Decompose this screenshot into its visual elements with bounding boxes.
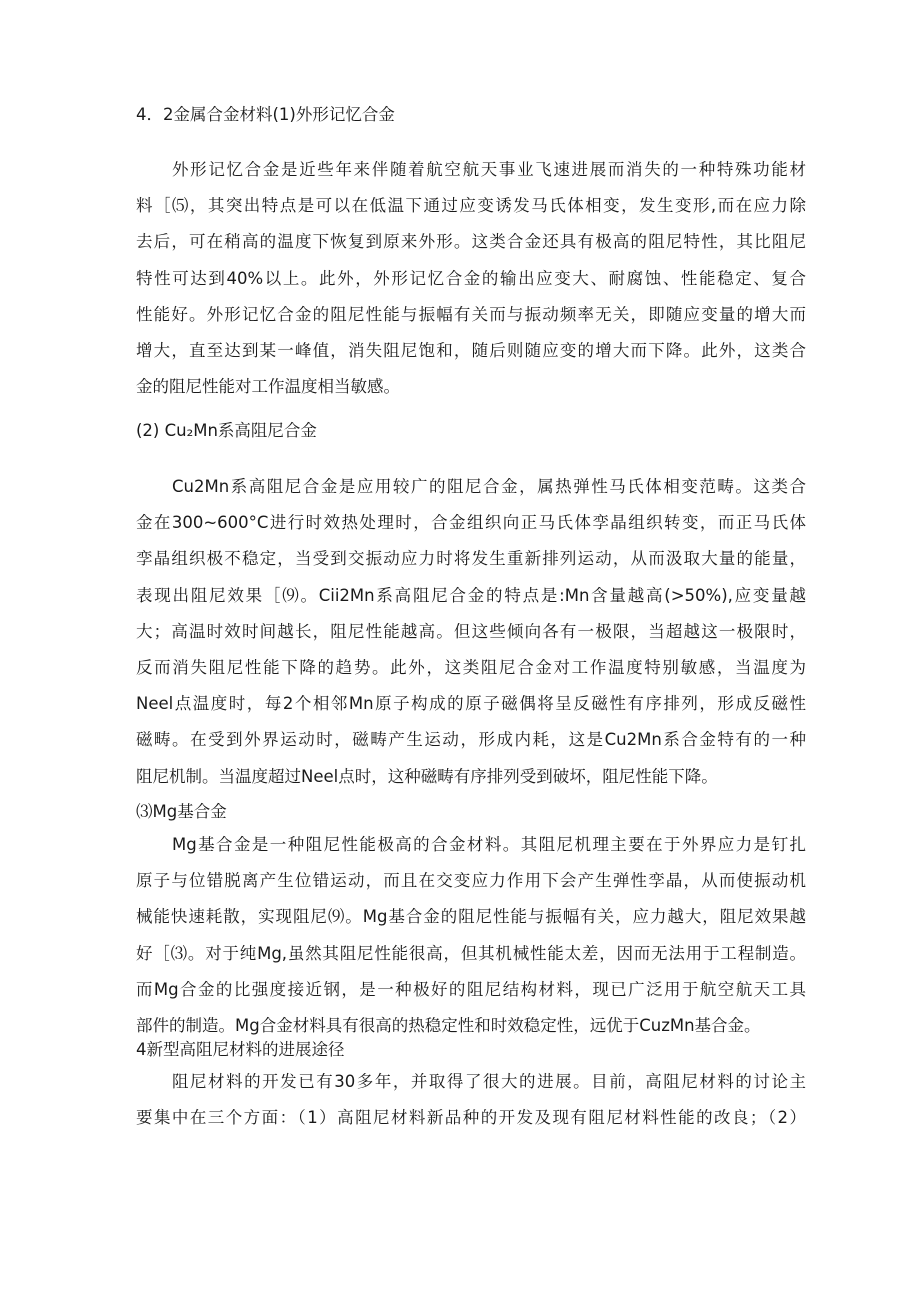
text-line: 原子与位错脱离产生位错运动，而且在交变应力作用下会产生弹性孪晶，从而使振动机 [136, 871, 806, 891]
paragraph-shape-memory-alloy [136, 152, 806, 405]
text-line: 料［⑸，其突出特点是可以在低温下通过应变诱发马氏体相变，发生变形,而在应力除 [136, 196, 806, 216]
text-line: 磁畴。在受到外界运动时，磁畴产生运动，形成内耗，这是Cu2Mn系合金特有的一种 [136, 730, 806, 750]
text-line: 外形记忆合金是近些年来伴随着航空航天事业飞速进展而消失的一种特殊功能材 [172, 160, 806, 179]
text-line: 部件的制造。Mg合金材料具有很高的热稳定性和时效稳定性，远优于CuzMn基合金。 [136, 1016, 761, 1036]
text-line: 表现出阻尼效果［⑼。Cii2Mn系高阻尼合金的特点是:Mn含量越高(>50%),应变量越 [136, 585, 806, 605]
text-line: 金在300~600°C进行时效热处理时，合金组织向正马氏体孪晶组织转变，而正马氏体 [136, 513, 806, 533]
text-line: 金的阻尼性能对工作温度相当敏感。 [136, 377, 400, 397]
text-line: 性能好。外形记忆合金的阻尼性能与振幅有关而与振动频率无关，即随应变量的增大而 [136, 304, 806, 324]
paragraph-mg-alloy [136, 827, 806, 1044]
text-line: 阻尼机制。当温度超过Neel点时，这种磁畴有序排列受到破坏，阻尼性能下降。 [136, 766, 718, 786]
text-line: Cu2Mn系高阻尼合金是应用较广的阻尼合金，属热弹性马氏体相变范畴。这类合 [172, 477, 806, 496]
text-line: 要集中在三个方面：（1）高阻尼材料新品种的开发及现有阻尼材料性能的改良；（2） [136, 1108, 806, 1128]
text-line: 而Mg合金的比强度接近钢，是一种极好的阻尼结构材料，现已广泛用于航空航天工具 [136, 979, 806, 999]
section-heading-mg: ⑶Mg基合金 [136, 802, 227, 821]
text-line: 好［⑶。对于纯Mg,虽然其阻尼性能很高，但其机械性能太差，因而无法用于工程制造。 [136, 943, 806, 963]
text-line: 大；高温时效时间越长，阻尼性能越高。但这些倾向各有一极限，当超越这一极限时， [136, 621, 806, 641]
section-heading-4-2: 4．2金属合金材料(1)外形记忆合金 [136, 105, 395, 124]
text-line: Neel点温度时，每2个相邻Mn原子构成的原子磁偶将呈反磁性有序排列，形成反磁性 [136, 694, 806, 714]
text-line: 阻尼材料的开发已有30多年，并取得了很大的进展。目前，高阻尼材料的讨论主 [172, 1072, 806, 1091]
section-heading-4: 4新型高阻尼材料的进展途径 [136, 1040, 345, 1059]
text-line: 特性可达到40%以上。此外，外形记忆合金的输出应变大、耐腐蚀、性能稳定、复合 [136, 268, 806, 288]
text-line: Mg基合金是一种阻尼性能极高的合金材料。其阻尼机理主要在于外界应力是钉扎 [172, 835, 806, 854]
text-line: 孪晶组织极不稳定，当受到交振动应力时将发生重新排列运动，从而汲取大量的能量， [136, 549, 806, 569]
text-line: 增大，直至达到某一峰值，消失阻尼饱和，随后则随应变的增大而下降。此外，这类合 [136, 341, 806, 361]
text-line: 反而消失阻尼性能下降的趋势。此外，这类阻尼合金对工作温度特别敏感，当温度为 [136, 658, 806, 678]
text-line: 械能快速耗散，实现阻尼⑼。Mg基合金的阻尼性能与振幅有关，应力越大，阻尼效果越 [136, 907, 806, 927]
paragraph-cumn-alloy [136, 469, 806, 795]
paragraph-development-paths [136, 1064, 806, 1136]
text-line: 去后，可在稍高的温度下恢复到原来外形。这类合金还具有极高的阻尼特性，其比阻尼 [136, 232, 806, 252]
section-heading-cumn: (2) Cu₂Mn系高阻尼合金 [136, 421, 317, 440]
